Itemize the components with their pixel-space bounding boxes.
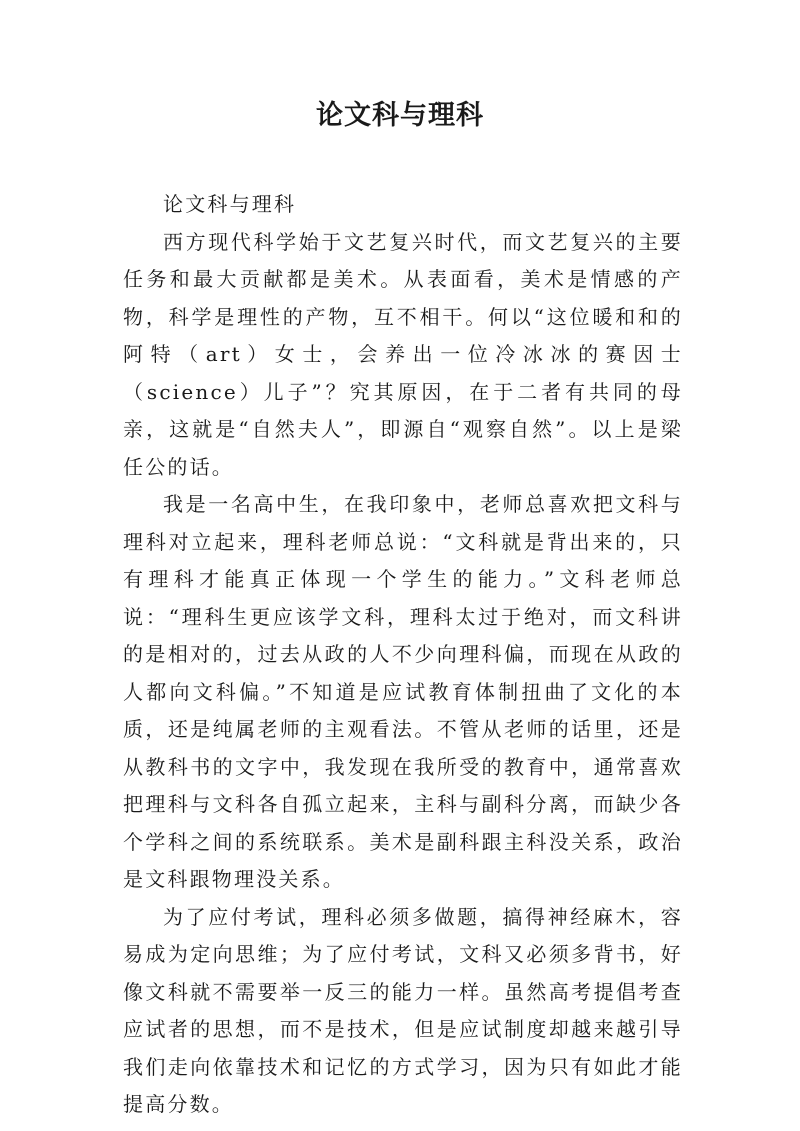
paragraph-3: 为了应付考试，理科必须多做题，搞得神经麻木，容易成为定向思维；为了应付考试，文科又必须多背书，好像文科就不需要举一反三的能力一样。虽然高考提倡考查应试者的思想，而不是技术，但是应试制度却越来越引导我们走向依靠技术和记忆的方式学习，因为只有如此才能提高分数。 [123, 904, 683, 1116]
paragraph-2: 我是一名高中生，在我印象中，老师总喜欢把文科与理科对立起来，理科老师总说：“文科就是背出来的，只有理科才能真正体现一个学生的能力。”文科老师总说：“理科生更应该学文科，理科太过于绝对，而文科讲的是相对的，过去从政的人不少向理科偏，而现在从政的人都向文科偏。”不知道是应试教育体制扭曲了文化的本质，还是纯属老师的主观看法。不管从老师的话里，还是从教科书的文字中，我发现在我所受的教育中，通常喜欢把理科与文科各自孤立起来，主科与副科分离，而缺少各个学科之间的系统联系。美术是副科跟主科没关系，政治是文科跟物理没关系。 [123, 492, 683, 891]
paragraph-1: 西方现代科学始于文艺复兴时代，而文艺复兴的主要任务和最大贡献都是美术。从表面看，美术是情感的产物，科学是理性的产物，互不相干。何以“这位暖和和的阿特（art）女士，会养出一位冷冰冰的赛因士（science）儿子”？究其原因，在于二者有共同的母亲，这就是“自然夫人”，即源自“观察自然”。以上是梁任公的话。 [123, 229, 683, 479]
paragraph-subtitle: 论文科与理科 [163, 192, 297, 216]
document-title: 论文科与理科 [316, 100, 484, 131]
document-body [123, 186, 683, 1124]
